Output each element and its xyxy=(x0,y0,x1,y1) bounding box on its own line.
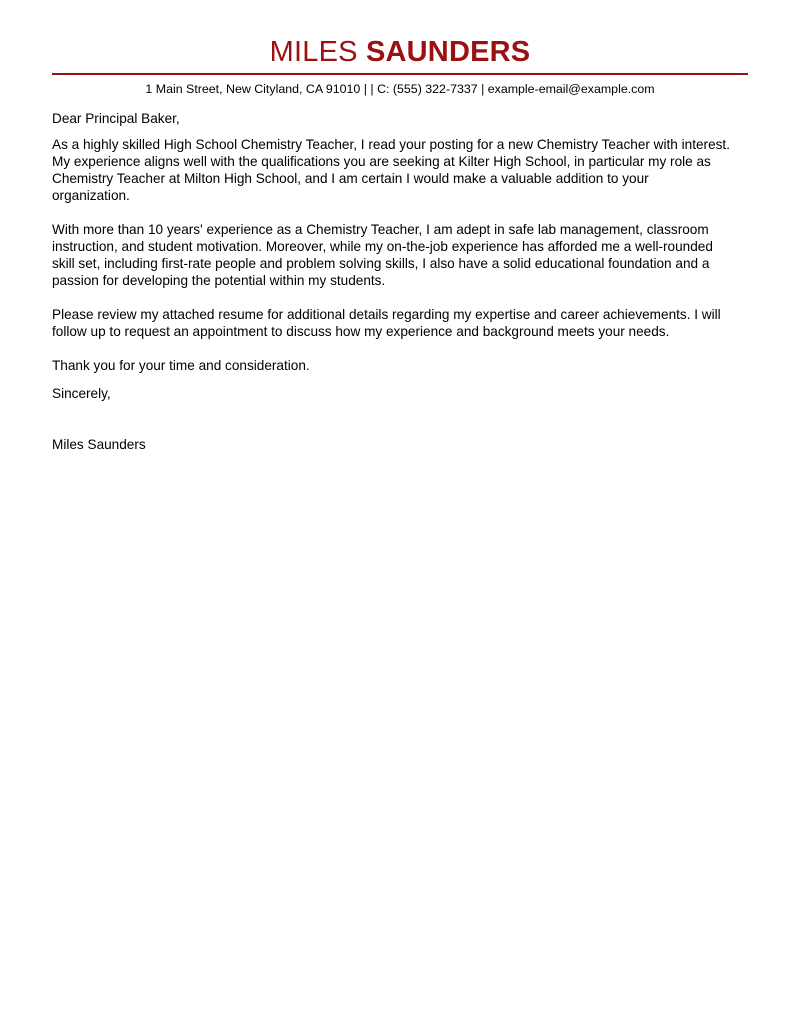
paragraph-3-line-2: follow up to request an appointment to discuss how my experience and background meets your needs. xyxy=(52,324,670,339)
paragraph-2-line-3: skill set, including first-rate people and problem solving skills, I also have a solid educational foundation and a xyxy=(52,256,710,271)
signature-name: Miles Saunders xyxy=(52,437,146,452)
thank-you-text: Thank you for your time and consideration. xyxy=(52,358,310,373)
paragraph-3-line-1: Please review my attached resume for additional details regarding my expertise and career achievements. I will xyxy=(52,307,721,322)
paragraph-2-line-4: passion for developing the potential within my students. xyxy=(52,273,386,288)
body-paragraph-2 xyxy=(52,221,752,289)
salutation xyxy=(52,110,752,127)
paragraph-1-line-1: As a highly skilled High School Chemistry Teacher, I read your posting for a new Chemistry Teacher with interest. xyxy=(52,137,730,152)
thank-you-line xyxy=(52,357,752,374)
paragraph-1-line-4: organization. xyxy=(52,188,130,203)
body-paragraph-1 xyxy=(52,136,752,204)
first-name: MILES xyxy=(269,36,358,68)
paragraph-1-line-3: Chemistry Teacher at Milton High School, and I am certain I would make a valuable addition to your xyxy=(52,171,649,186)
header-divider xyxy=(52,73,748,75)
paragraph-2-line-1: With more than 10 years' experience as a Chemistry Teacher, I am adept in safe lab management, classroom xyxy=(52,222,709,237)
signature xyxy=(52,436,752,453)
paragraph-1-line-2: My experience aligns well with the qualifications you are seeking at Kilter High School, in particular my role as xyxy=(52,154,711,169)
salutation-text: Dear Principal Baker, xyxy=(52,111,180,126)
contact-info-line: 1 Main Street, New Cityland, CA 91010 | | C: (555) 322-7337 | example-email@example.com xyxy=(145,82,655,96)
paragraph-2-line-2: instruction, and student motivation. Moreover, while my on-the-job experience has afforded me a well-rounded xyxy=(52,239,713,254)
last-name: SAUNDERS xyxy=(365,36,531,68)
closing-text: Sincerely, xyxy=(52,386,111,401)
applicant-name-heading xyxy=(0,34,800,70)
closing xyxy=(52,385,752,402)
body-paragraph-3 xyxy=(52,306,752,340)
